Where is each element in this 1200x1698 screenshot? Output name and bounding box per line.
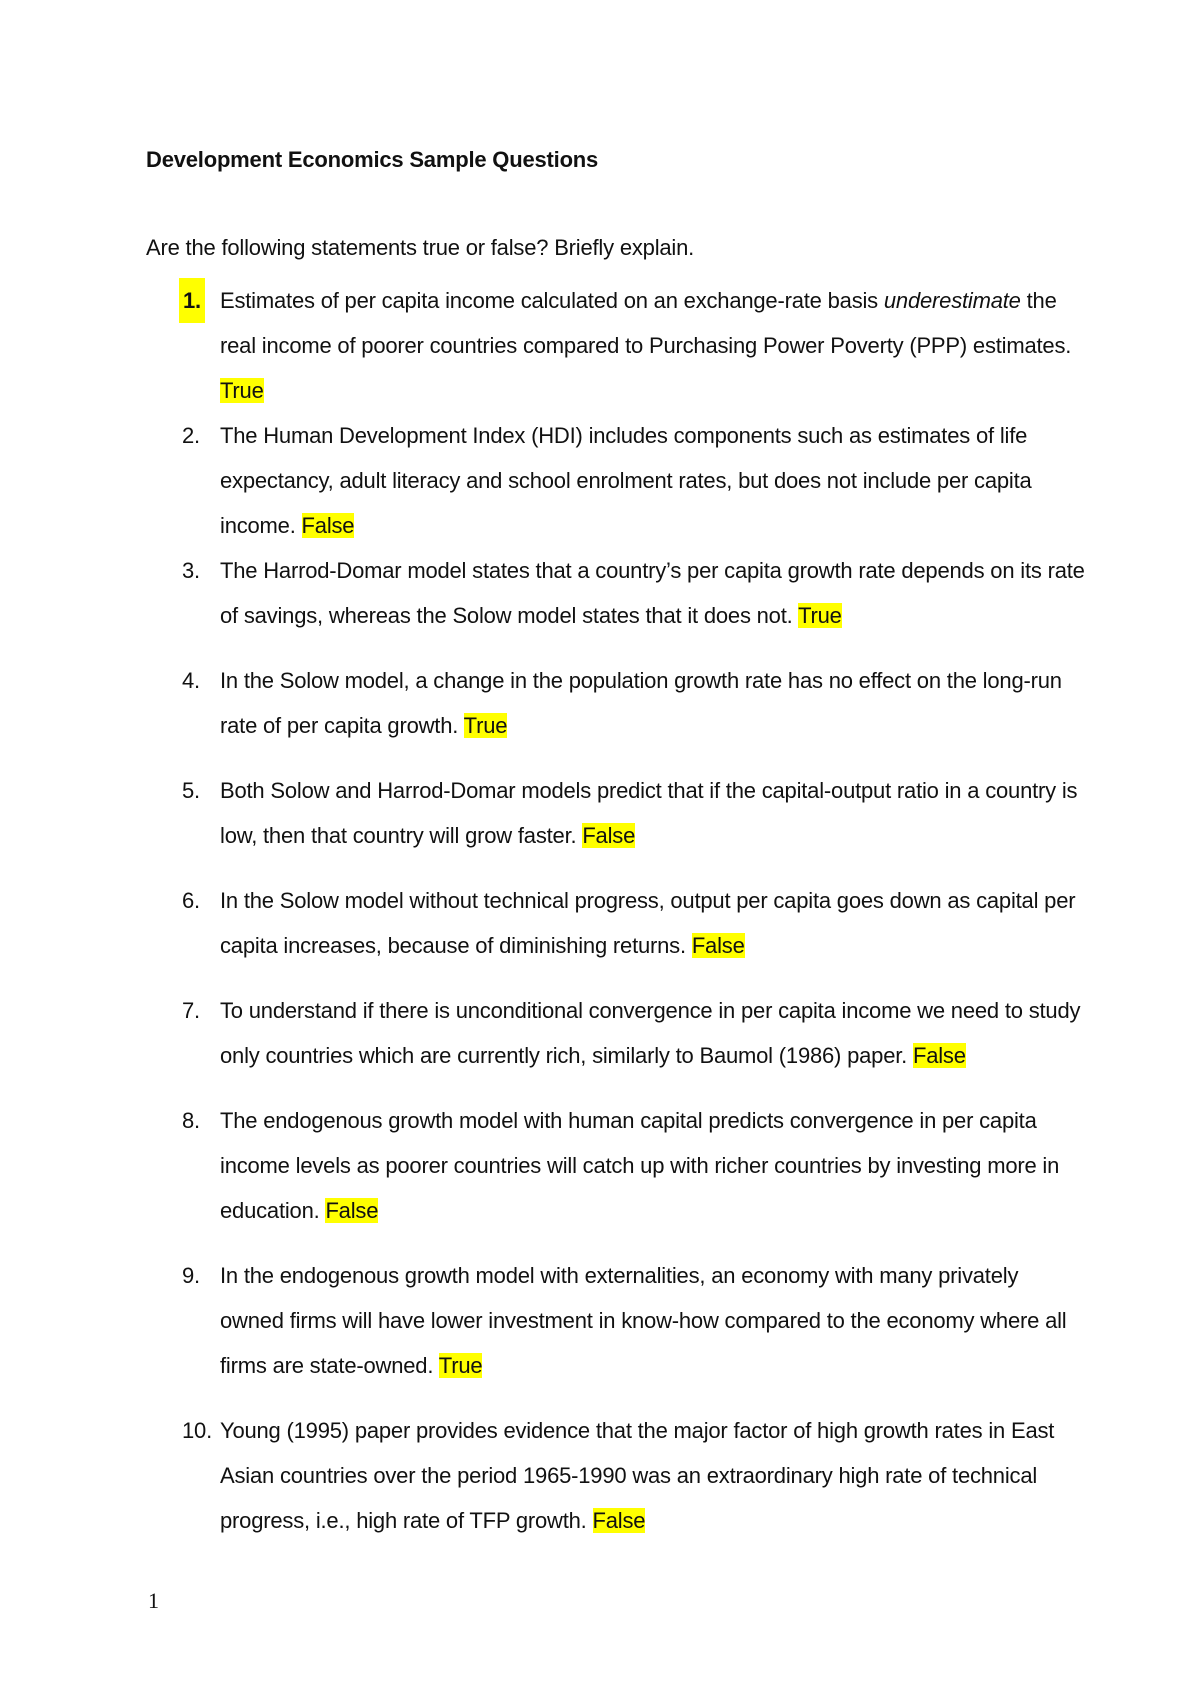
answer-highlight: True bbox=[798, 603, 842, 628]
question-number: 4. bbox=[182, 668, 200, 693]
question-number: 8. bbox=[182, 1108, 200, 1133]
question-emphasis: underestimate bbox=[883, 288, 1021, 313]
answer-highlight: False bbox=[582, 823, 636, 848]
question-4 bbox=[146, 658, 1086, 748]
question-number: 1. bbox=[179, 278, 205, 323]
question-text: Both Solow and Harrod-Domar models predict that if the capital-output ratio in a country is low, then that country will grow faster. bbox=[220, 778, 1078, 848]
question-7 bbox=[146, 988, 1086, 1078]
question-text: Estimates of per capita income calculated on an exchange-rate basis bbox=[220, 288, 884, 313]
question-9 bbox=[146, 1253, 1086, 1388]
question-3 bbox=[146, 548, 1086, 638]
answer-highlight: False bbox=[592, 1508, 646, 1533]
question-text: Young (1995) paper provides evidence that the major factor of high growth rates in East Asian countries over the period 1965-1990 was an extraordinary high rate of technical progress, i.e., high rate of TFP growth. bbox=[220, 1418, 1055, 1533]
question-number: 7. bbox=[182, 998, 200, 1023]
question-number: 3. bbox=[182, 558, 200, 583]
question-1 bbox=[146, 278, 1086, 413]
question-number: 10. bbox=[182, 1418, 212, 1443]
answer-highlight: False bbox=[301, 513, 355, 538]
answer-highlight: True bbox=[438, 1353, 483, 1378]
question-text: In the endogenous growth model with externalities, an economy with many privately owned firms will have lower investment in know-how compared to the economy where all firms are state-owned. bbox=[220, 1263, 1067, 1378]
document-title: Development Economics Sample Questions bbox=[146, 147, 599, 172]
question-text: the real income of poorer countries compared to Purchasing Power Poverty (PPP) estimates. bbox=[220, 288, 1072, 358]
answer-highlight: False bbox=[691, 933, 745, 958]
question-2 bbox=[146, 413, 1086, 548]
question-text: The Harrod-Domar model states that a country’s per capita growth rate depends on its rate of savings, whereas the Solow model states that it does not. bbox=[220, 558, 1085, 628]
question-text: The Human Development Index (HDI) includes components such as estimates of life expectancy, adult literacy and school enrolment rates, but does not include per capita income. bbox=[220, 423, 1032, 538]
question-text: In the Solow model without technical progress, output per capita goes down as capital per capita increases, because of diminishing returns. bbox=[220, 888, 1076, 958]
question-number: 5. bbox=[182, 778, 200, 803]
question-10 bbox=[146, 1408, 1086, 1543]
question-text: To understand if there is unconditional convergence in per capita income we need to study only countries which are currently rich, similarly to Baumol (1986) paper. bbox=[220, 998, 1081, 1068]
question-number: 6. bbox=[182, 888, 200, 913]
question-text: The endogenous growth model with human capital predicts convergence in per capita income levels as poorer countries will catch up with richer countries by investing more in education. bbox=[220, 1108, 1060, 1223]
question-number: 9. bbox=[182, 1263, 200, 1288]
answer-highlight: True bbox=[463, 713, 508, 738]
page-number: 1 bbox=[148, 1588, 159, 1613]
question-number: 2. bbox=[182, 423, 200, 448]
question-text: In the Solow model, a change in the population growth rate has no effect on the long-run rate of per capita growth. bbox=[220, 668, 1062, 738]
instructions: Are the following statements true or false? Briefly explain. bbox=[146, 235, 695, 260]
question-list bbox=[146, 278, 1086, 1543]
question-6 bbox=[146, 878, 1086, 968]
answer-highlight: False bbox=[912, 1043, 966, 1068]
question-5 bbox=[146, 768, 1086, 858]
answer-highlight: True bbox=[220, 378, 264, 403]
question-8 bbox=[146, 1098, 1086, 1233]
answer-highlight: False bbox=[325, 1198, 379, 1223]
